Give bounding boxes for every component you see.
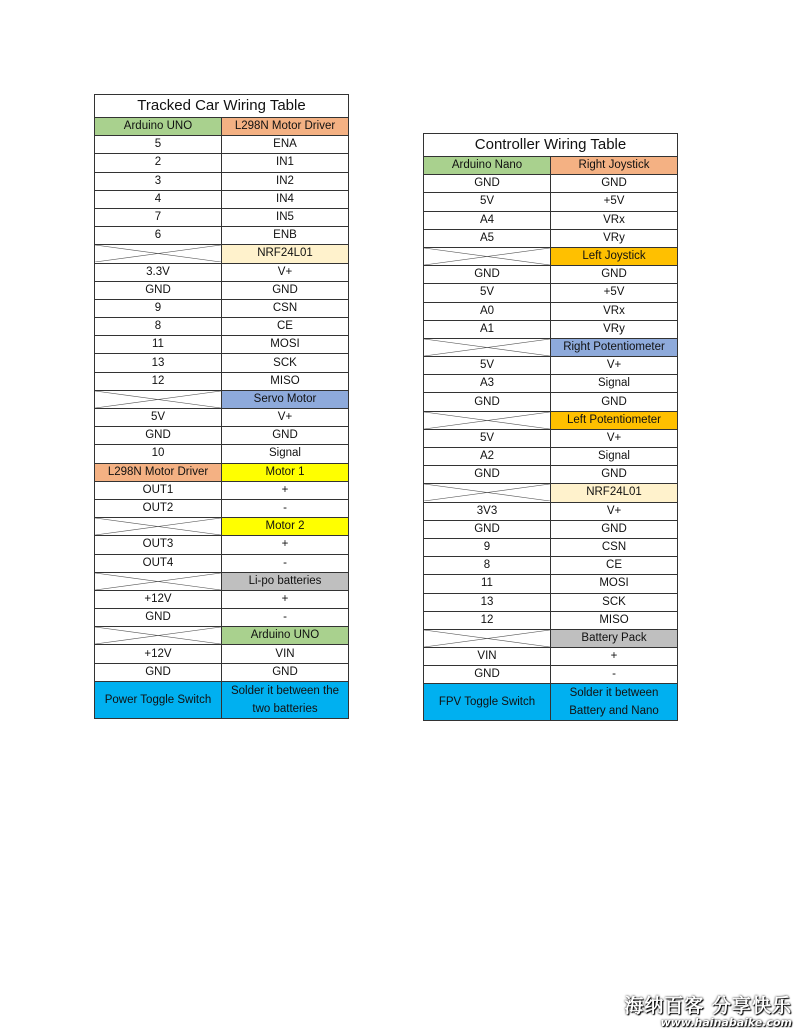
pin-cell: 3.3V	[95, 263, 222, 281]
connection-cell: Motor 2	[222, 518, 349, 536]
table-row	[424, 266, 678, 284]
pin-cell: Power Toggle Switch	[95, 681, 222, 718]
table-row	[95, 336, 349, 354]
pin-cell: +12V	[95, 645, 222, 663]
table-row	[95, 481, 349, 499]
table-row	[95, 245, 349, 263]
pin-cell: OUT1	[95, 481, 222, 499]
table-row	[95, 499, 349, 517]
table-row	[424, 157, 678, 175]
table-row	[95, 609, 349, 627]
table-row	[95, 154, 349, 172]
table-row	[95, 445, 349, 463]
pin-cell: A2	[424, 448, 551, 466]
connection-cell: VRy	[551, 229, 678, 247]
connection-cell: Battery Pack	[551, 629, 678, 647]
controller-table-title: Controller Wiring Table	[424, 134, 678, 157]
table-row	[95, 372, 349, 390]
controller-table-body	[424, 134, 678, 721]
table-row	[424, 357, 678, 375]
connection-cell: VIN	[222, 645, 349, 663]
table-row	[424, 375, 678, 393]
empty-crossed-cell	[424, 629, 551, 647]
table-row	[424, 284, 678, 302]
table-row	[424, 175, 678, 193]
table-row	[95, 590, 349, 608]
empty-crossed-cell	[95, 518, 222, 536]
pin-cell: GND	[95, 609, 222, 627]
connection-cell: GND	[222, 663, 349, 681]
table-row	[95, 536, 349, 554]
connection-cell: GND	[222, 281, 349, 299]
pin-cell: 11	[95, 336, 222, 354]
table-row	[95, 645, 349, 663]
table-row	[424, 484, 678, 502]
table-row	[95, 299, 349, 317]
connection-cell: Right Potentiometer	[551, 338, 678, 356]
pin-cell: OUT3	[95, 536, 222, 554]
connection-cell: CE	[222, 318, 349, 336]
pin-cell: A3	[424, 375, 551, 393]
connection-cell: IN5	[222, 208, 349, 226]
connection-cell: +	[222, 481, 349, 499]
pin-cell: GND	[95, 663, 222, 681]
table-row	[424, 611, 678, 629]
tracked-car-wiring-table	[94, 94, 349, 719]
pin-cell: 5V	[95, 409, 222, 427]
pin-cell: A0	[424, 302, 551, 320]
table-row	[95, 318, 349, 336]
connection-cell: Signal	[551, 448, 678, 466]
connection-cell: GND	[551, 466, 678, 484]
pin-cell: 5V	[424, 429, 551, 447]
watermark-url: www.hainabaike.com	[660, 1015, 792, 1029]
empty-crossed-cell	[424, 411, 551, 429]
table-row	[424, 666, 678, 684]
controller-wiring-table	[423, 133, 678, 721]
connection-cell: Servo Motor	[222, 390, 349, 408]
table-row	[424, 502, 678, 520]
pin-cell: 7	[95, 208, 222, 226]
connection-cell: IN1	[222, 154, 349, 172]
table-row	[424, 411, 678, 429]
pin-cell: A5	[424, 229, 551, 247]
connection-cell: Signal	[222, 445, 349, 463]
empty-crossed-cell	[424, 247, 551, 265]
pin-cell: GND	[424, 666, 551, 684]
pin-cell: 5V	[424, 357, 551, 375]
pin-cell: A4	[424, 211, 551, 229]
connection-cell: VRy	[551, 320, 678, 338]
connection-cell: CE	[551, 557, 678, 575]
connection-cell: CSN	[222, 299, 349, 317]
connection-cell: Left Joystick	[551, 247, 678, 265]
connection-cell: VRx	[551, 211, 678, 229]
table-row	[424, 684, 678, 721]
connection-cell: V+	[551, 502, 678, 520]
connection-cell: SCK	[222, 354, 349, 372]
connection-cell: Li-po batteries	[222, 572, 349, 590]
connection-cell: Signal	[551, 375, 678, 393]
connection-cell: MISO	[551, 611, 678, 629]
pin-cell: 5V	[424, 193, 551, 211]
pin-cell: 3V3	[424, 502, 551, 520]
connection-cell: V+	[222, 263, 349, 281]
pin-cell: GND	[95, 427, 222, 445]
empty-crossed-cell	[95, 390, 222, 408]
connection-cell: V+	[551, 429, 678, 447]
table-row	[95, 190, 349, 208]
pin-cell: FPV Toggle Switch	[424, 684, 551, 721]
connection-cell: Solder it between Battery and Nano	[551, 684, 678, 721]
pin-cell: GND	[424, 520, 551, 538]
connection-cell: Motor 1	[222, 463, 349, 481]
table-row	[95, 663, 349, 681]
pin-cell: Arduino UNO	[95, 118, 222, 136]
pin-cell: 3	[95, 172, 222, 190]
pin-cell: 8	[424, 557, 551, 575]
connection-cell: ENB	[222, 227, 349, 245]
connection-cell: Arduino UNO	[222, 627, 349, 645]
pin-cell: 9	[424, 538, 551, 556]
connection-cell: GND	[551, 266, 678, 284]
pin-cell: OUT2	[95, 499, 222, 517]
table-row	[424, 247, 678, 265]
pin-cell: GND	[424, 266, 551, 284]
connection-cell: L298N Motor Driver	[222, 118, 349, 136]
connection-cell: -	[222, 609, 349, 627]
connection-cell: VRx	[551, 302, 678, 320]
connection-cell: ENA	[222, 136, 349, 154]
table-row	[95, 518, 349, 536]
table-row	[95, 227, 349, 245]
empty-crossed-cell	[424, 338, 551, 356]
connection-cell: Left Potentiometer	[551, 411, 678, 429]
table-row	[424, 229, 678, 247]
table-row	[95, 427, 349, 445]
empty-crossed-cell	[95, 245, 222, 263]
pin-cell: +12V	[95, 590, 222, 608]
table-row	[95, 118, 349, 136]
connection-cell: SCK	[551, 593, 678, 611]
table-row	[95, 390, 349, 408]
connection-cell: GND	[551, 393, 678, 411]
table-row	[95, 409, 349, 427]
pin-cell: 11	[424, 575, 551, 593]
pin-cell: 13	[95, 354, 222, 372]
pin-cell: 2	[95, 154, 222, 172]
connection-cell: +	[222, 536, 349, 554]
pin-cell: A1	[424, 320, 551, 338]
connection-cell: -	[551, 666, 678, 684]
car-table-title: Tracked Car Wiring Table	[95, 95, 349, 118]
connection-cell: V+	[222, 409, 349, 427]
connection-cell: -	[222, 499, 349, 517]
pin-cell: Arduino Nano	[424, 157, 551, 175]
table-row	[424, 393, 678, 411]
table-row	[95, 263, 349, 281]
table-row	[424, 629, 678, 647]
table-row	[95, 572, 349, 590]
pin-cell: 8	[95, 318, 222, 336]
table-row	[95, 136, 349, 154]
table-row	[424, 575, 678, 593]
connection-cell: GND	[551, 520, 678, 538]
pin-cell: GND	[424, 466, 551, 484]
pin-cell: GND	[424, 393, 551, 411]
empty-crossed-cell	[95, 572, 222, 590]
pin-cell: 9	[95, 299, 222, 317]
car-table-body	[95, 95, 349, 719]
pin-cell: 5	[95, 136, 222, 154]
pin-cell: 4	[95, 190, 222, 208]
connection-cell: NRF24L01	[222, 245, 349, 263]
connection-cell: MISO	[222, 372, 349, 390]
table-row	[424, 193, 678, 211]
table-row	[95, 463, 349, 481]
connection-cell: CSN	[551, 538, 678, 556]
pin-cell: 12	[95, 372, 222, 390]
connection-cell: MOSI	[551, 575, 678, 593]
pin-cell: GND	[424, 175, 551, 193]
pin-cell: GND	[95, 281, 222, 299]
table-row	[424, 466, 678, 484]
connection-cell: Solder it between the two batteries	[222, 681, 349, 718]
table-row	[424, 538, 678, 556]
table-row	[95, 681, 349, 718]
connection-cell: GND	[551, 175, 678, 193]
table-row	[424, 211, 678, 229]
connection-cell: -	[222, 554, 349, 572]
table-row	[95, 627, 349, 645]
pin-cell: VIN	[424, 648, 551, 666]
pin-cell: 5V	[424, 284, 551, 302]
connection-cell: V+	[551, 357, 678, 375]
table-row	[424, 520, 678, 538]
empty-crossed-cell	[424, 484, 551, 502]
watermark-text: 海纳百客 分享快乐	[624, 995, 792, 1018]
table-row	[95, 172, 349, 190]
pin-cell: 10	[95, 445, 222, 463]
table-row	[95, 354, 349, 372]
table-row	[424, 302, 678, 320]
connection-cell: +5V	[551, 193, 678, 211]
table-row	[424, 320, 678, 338]
pin-cell: 6	[95, 227, 222, 245]
connection-cell: +	[551, 648, 678, 666]
table-row	[95, 208, 349, 226]
connection-cell: +5V	[551, 284, 678, 302]
table-row	[424, 448, 678, 466]
connection-cell: NRF24L01	[551, 484, 678, 502]
table-row	[424, 338, 678, 356]
connection-cell: MOSI	[222, 336, 349, 354]
connection-cell: +	[222, 590, 349, 608]
table-row	[424, 429, 678, 447]
table-row	[95, 554, 349, 572]
pin-cell: OUT4	[95, 554, 222, 572]
connection-cell: IN4	[222, 190, 349, 208]
pin-cell: L298N Motor Driver	[95, 463, 222, 481]
connection-cell: GND	[222, 427, 349, 445]
table-row	[95, 281, 349, 299]
connection-cell: Right Joystick	[551, 157, 678, 175]
pin-cell: 13	[424, 593, 551, 611]
connection-cell: IN2	[222, 172, 349, 190]
table-row	[424, 557, 678, 575]
table-row	[424, 648, 678, 666]
table-row	[424, 593, 678, 611]
watermark	[624, 996, 792, 1029]
pin-cell: 12	[424, 611, 551, 629]
empty-crossed-cell	[95, 627, 222, 645]
